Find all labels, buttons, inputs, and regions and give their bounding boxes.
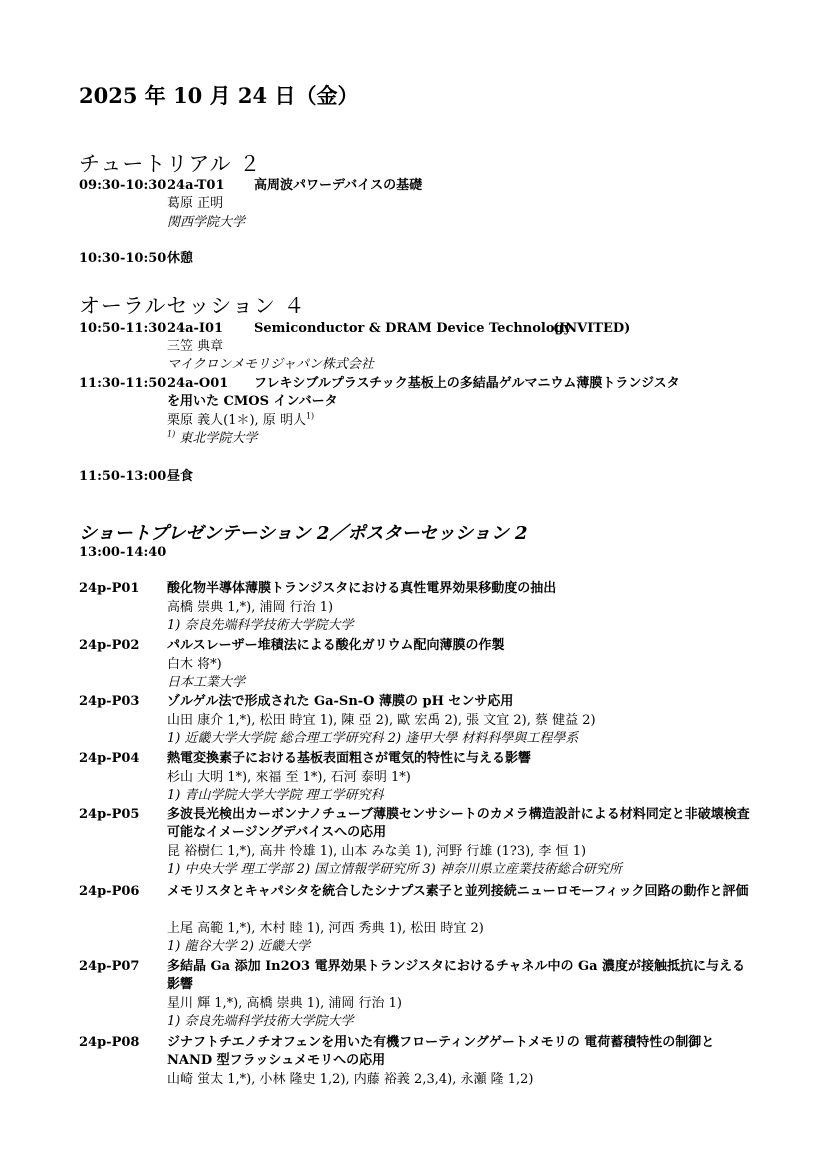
poster-affiliation: 1) 中央大学 理工学部 2) 国立情報学研究所 3) 神奈川県立産業技術総合研究所 <box>167 862 622 877</box>
poster-title: 多波長光検出カーボンナノチューブ薄膜センサシートのカメラ構造設計による材料同定と非破壊検査可能なイメージングデバイスへの応用 <box>167 807 750 840</box>
poster-title: メモリスタとキャパシタを統合したシナプス素子と並列接続ニューロモーフィック回路の動作と評価 <box>167 884 749 899</box>
poster-title: 多結晶 Ga 添加 In2O3 電界効果トランジスタにおけるチャネル中の Ga 濃度が接触抵抗に与える影響 <box>167 959 746 992</box>
tutorial-heading: チュートリアル ２ <box>79 152 262 176</box>
talk-time: 10:50-11:30 <box>79 321 167 336</box>
poster-title: 酸化物半導体薄膜トランジスタにおける真性電界効果移動度の抽出 <box>167 581 557 596</box>
talk-affiliation: マイクロンメモリジャパン株式会社 <box>167 357 374 372</box>
poster-affiliation: 1) 奈良先端科学技術大学院大学 <box>167 1014 354 1029</box>
talk-tag: (INVITED) <box>553 321 631 336</box>
poster-authors: 山崎 蛍太 1,*), 小林 隆史 1,2), 内藤 裕義 2,3,4), 永瀬 隆 1,2) <box>167 1072 534 1087</box>
break-time: 10:30-10:50 <box>79 251 167 266</box>
page-date: 2025 年 10 月 24 日（金） <box>79 83 359 108</box>
poster-authors: 星川 輝 1,*), 高橋 崇典 1), 浦岡 行治 1) <box>167 996 402 1011</box>
poster-id: 24p-P08 <box>79 1035 140 1050</box>
poster-id: 24p-P06 <box>79 884 140 899</box>
poster-heading: ショートプレゼンテーション 2／ポスターセッション 2 <box>79 523 528 544</box>
poster-authors: 山田 康介 1,*), 松田 時宜 1), 陳 亞 2), 歐 宏禹 2), 張 文宜 2), 蔡 健益 2) <box>167 713 596 728</box>
poster-title: パルスレーザー堆積法による酸化ガリウム配向薄膜の作製 <box>167 638 505 653</box>
poster-title: ジナフトチエノチオフェンを用いた有機フローティングゲートメモリの 電荷蓄積特性の制御と NAND 型フラッシュメモリへの応用 <box>167 1035 715 1068</box>
poster-title: ゾルゲル法で形成された Ga-Sn-O 薄膜の pH センサ応用 <box>167 694 514 709</box>
poster-authors: 杉山 大明 1*), 來福 至 1*), 石河 泰明 1*) <box>167 770 411 785</box>
lunch-time: 11:50-13:00 <box>79 469 167 484</box>
poster-id: 24p-P01 <box>79 581 140 596</box>
break-label: 休憩 <box>167 251 194 266</box>
poster-id: 24p-P02 <box>79 638 140 653</box>
oral-heading: オーラルセッション ４ <box>79 294 306 318</box>
talk-time: 11:30-11:50 <box>79 376 167 391</box>
poster-authors: 上尾 高範 1,*), 木村 睦 1), 河西 秀典 1), 松田 時宜 2) <box>167 921 484 936</box>
talk-code: 24a-O01 <box>167 376 229 391</box>
talk-title-line1: フレキシブルプラスチック基板上の多結晶ゲルマニウム薄膜トランジスタ <box>254 376 680 391</box>
poster-authors: 白木 将*) <box>167 657 222 672</box>
tutorial-code: 24a-T01 <box>167 178 225 193</box>
poster-affiliation: 1) 龍谷大学 2) 近畿大学 <box>167 939 311 954</box>
poster-authors: 高橋 崇典 1,*), 浦岡 行治 1) <box>167 600 334 615</box>
poster-affiliation: 日本工業大学 <box>167 675 246 690</box>
talk-code: 24a-I01 <box>167 321 224 336</box>
poster-id: 24p-P04 <box>79 751 140 766</box>
talk-title: Semiconductor & DRAM Device Technology <box>254 321 572 336</box>
tutorial-affiliation: 関西学院大学 <box>167 215 246 230</box>
poster-time: 13:00-14:40 <box>79 545 167 560</box>
poster-id: 24p-P03 <box>79 694 140 709</box>
talk-title-line2: を用いた CMOS インバータ <box>167 394 338 409</box>
tutorial-time: 09:30-10:30 <box>79 178 167 193</box>
poster-affiliation: 1) 奈良先端科学技術大学院大学 <box>167 618 354 633</box>
talk-affiliation: $^{1)}$ 東北学院大学 <box>167 429 258 446</box>
talk-author: 栗原 義人(1＊), 原 明人$^{1)}$ <box>167 411 315 428</box>
poster-title: 熱電変換素子における基板表面粗さが電気的特性に与える影響 <box>167 751 532 766</box>
poster-authors: 昆 裕樹仁 1,*), 高井 怜雄 1), 山本 みな美 1), 河野 行雄 (1?3), 李 恒 1) <box>167 844 587 859</box>
poster-affiliation: 1) 青山学院大学大学院 理工学研究科 <box>167 788 384 803</box>
talk-author: 三笠 典章 <box>167 339 224 354</box>
poster-id: 24p-P07 <box>79 959 140 974</box>
poster-id: 24p-P05 <box>79 807 140 822</box>
poster-affiliation: 1) 近畿大学大学院 総合理工学研究科 2) 逢甲大學 材料科學與工程學系 <box>167 731 579 746</box>
lunch-label: 昼食 <box>167 469 194 484</box>
tutorial-author: 葛原 正明 <box>167 196 224 211</box>
tutorial-title: 高周波パワーデバイスの基礎 <box>254 178 423 193</box>
